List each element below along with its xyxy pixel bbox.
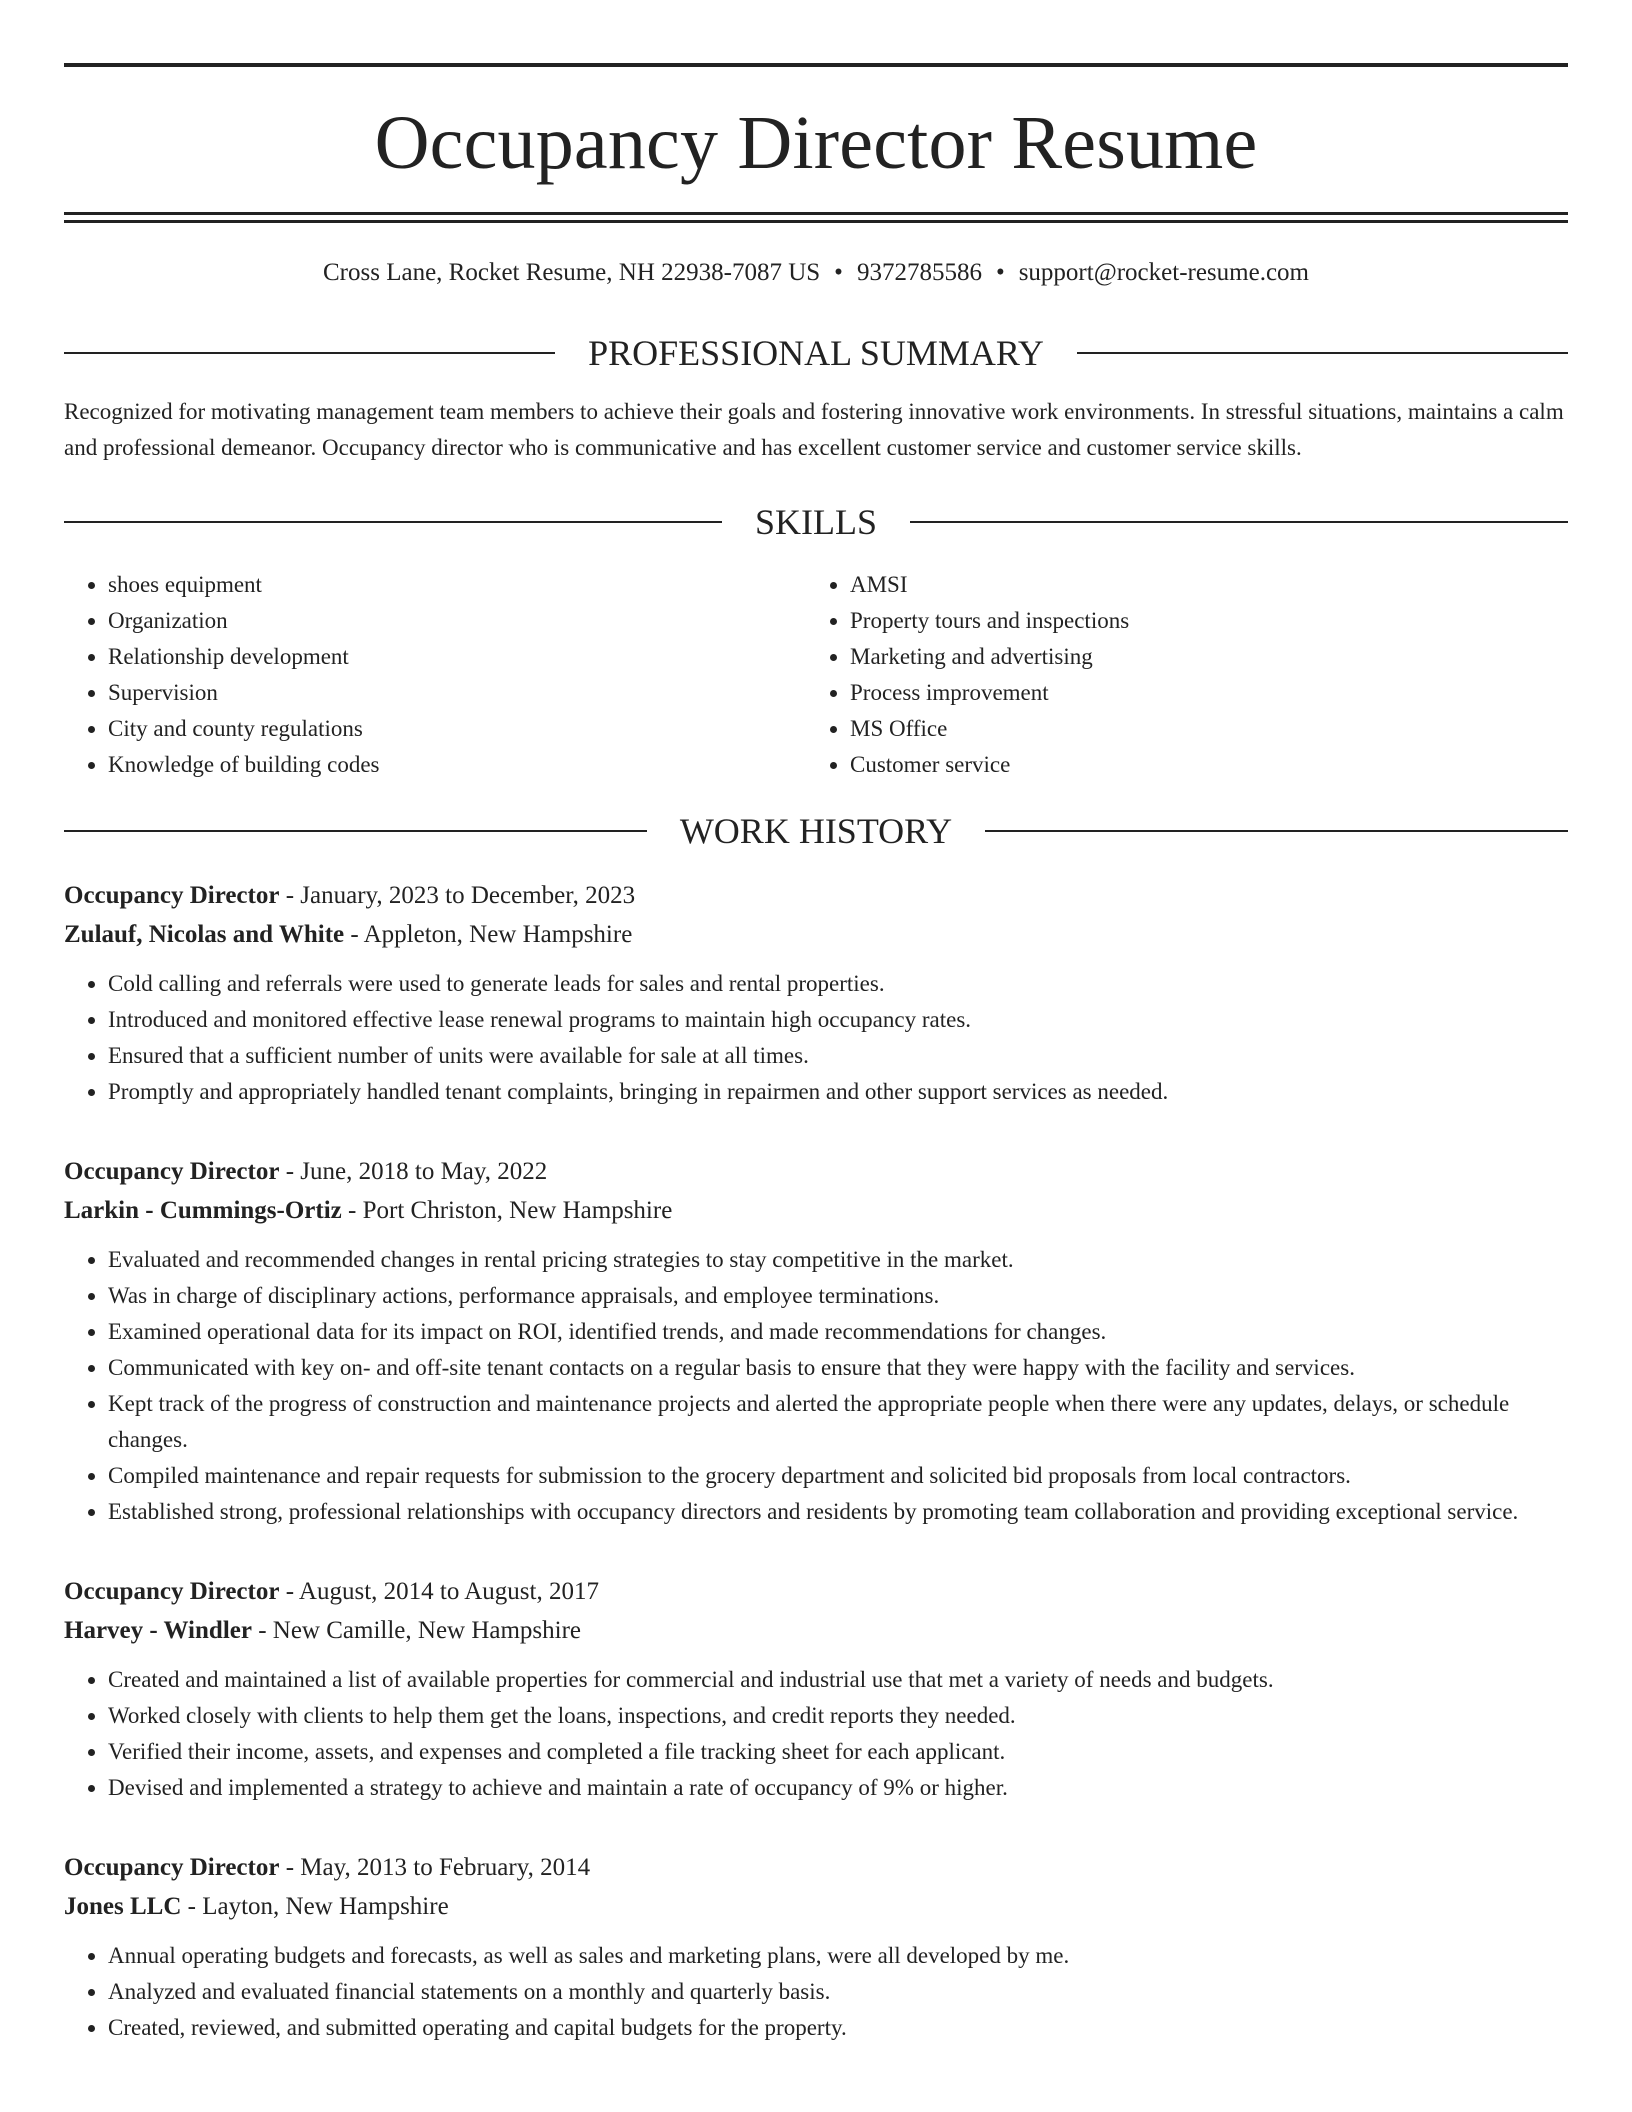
heading-rule-right <box>910 521 1568 523</box>
job-bullet: • Created, reviewed, and submitted operating and capital budgets for the property. <box>108 2010 1568 2046</box>
job-bullet: • Kept track of the progress of construction and maintenance projects and alerted the appropriate people when there were any updates, delays, or schedule changes. <box>108 1386 1568 1458</box>
job-title-line <box>64 1572 1568 1611</box>
skill-item: • Process improvement <box>850 675 1548 711</box>
job-bullet: • Established strong, professional relationships with occupancy directors and residents by promoting team collaboration and providing exceptional service. <box>108 1494 1568 1530</box>
heading-rule-left <box>64 521 722 523</box>
job-entry <box>64 876 1568 1110</box>
summary-text: Recognized for motivating management team members to achieve their goals and fostering innovative work environments. In stressful situations, maintains a calm and professional demeanor. Occupancy director who is communicative and has excellent customer service and customer service skills. <box>64 399 1564 460</box>
job-bullets <box>64 966 1568 1110</box>
summary-heading: PROFESSIONAL SUMMARY <box>588 333 1044 373</box>
job-title-line <box>64 876 1568 915</box>
heading-rule-right <box>985 830 1568 832</box>
job-location: - Appleton, New Hampshire <box>350 921 633 948</box>
job-bullet: • Worked closely with clients to help them get the loans, inspections, and credit reports they needed. <box>108 1698 1568 1734</box>
job-location: - New Camille, New Hampshire <box>258 1617 582 1644</box>
heading-rule-left <box>64 352 555 354</box>
skill-item: • Marketing and advertising <box>850 639 1548 675</box>
job-company: Jones LLC <box>64 1893 182 1920</box>
job-dates: - August, 2014 to August, 2017 <box>285 1578 599 1605</box>
job-title: Occupancy Director <box>64 882 280 909</box>
contact-separator: • <box>995 259 1005 286</box>
job-location: - Port Christon, New Hampshire <box>348 1197 673 1224</box>
work-heading: WORK HISTORY <box>679 811 953 851</box>
skill-item: • Customer service <box>850 747 1548 783</box>
skills-heading: SKILLS <box>755 502 878 542</box>
job-bullet: • Created and maintained a list of available properties for commercial and industrial use that met a variety of needs and budgets. <box>108 1662 1568 1698</box>
job-bullet: • Examined operational data for its impact on ROI, identified trends, and made recommendations for changes. <box>108 1314 1568 1350</box>
job-bullet: • Promptly and appropriately handled tenant complaints, bringing in repairmen and other support services as needed. <box>108 1074 1568 1110</box>
skill-item: • MS Office <box>850 711 1548 747</box>
job-company-line <box>64 1887 1568 1926</box>
skill-item: • Supervision <box>108 675 806 711</box>
job-bullet: • Was in charge of disciplinary actions, performance appraisals, and employee terminations. <box>108 1278 1568 1314</box>
job-company-line <box>64 915 1568 954</box>
job-title: Occupancy Director <box>64 1158 280 1185</box>
job-company-line <box>64 1611 1568 1650</box>
skill-item: • Relationship development <box>108 639 806 675</box>
job-dates: - January, 2023 to December, 2023 <box>285 882 636 909</box>
skill-item: • shoes equipment <box>108 567 806 603</box>
page-title: Occupancy Director Resume <box>374 101 1258 185</box>
contact-phone: 9372785586 <box>856 259 982 286</box>
job-title: Occupancy Director <box>64 1578 280 1605</box>
job-title-line <box>64 1152 1568 1191</box>
job-bullet: • Cold calling and referrals were used to generate leads for sales and rental properties. <box>108 966 1568 1002</box>
skills-columns <box>64 567 1568 783</box>
job-company: Harvey - Windler <box>64 1617 252 1644</box>
skill-item: • Property tours and inspections <box>850 603 1548 639</box>
title-double-rule <box>64 212 1568 223</box>
skill-item: • City and county regulations <box>108 711 806 747</box>
job-bullet: • Communicated with key on- and off-site tenant contacts on a regular basis to ensure that they were happy with the facility and services. <box>108 1350 1568 1386</box>
summary-section-heading <box>64 335 1568 371</box>
contact-email: support@rocket-resume.com <box>1018 259 1309 286</box>
skills-list-right <box>806 567 1548 783</box>
job-bullet: • Compiled maintenance and repair requests for submission to the grocery department and solicited bid proposals from local contractors. <box>108 1458 1568 1494</box>
job-title: Occupancy Director <box>64 1854 280 1881</box>
job-company: Zulauf, Nicolas and White <box>64 921 345 948</box>
contact-separator: • <box>834 259 843 286</box>
job-company-line <box>64 1191 1568 1230</box>
job-entry <box>64 1572 1568 1806</box>
job-location: - Layton, New Hampshire <box>187 1893 449 1920</box>
work-section-heading <box>64 813 1568 849</box>
job-bullet: • Evaluated and recommended changes in rental pricing strategies to stay competitive in the market. <box>108 1242 1568 1278</box>
job-company: Larkin - Cummings-Ortiz <box>64 1197 342 1224</box>
job-bullet: • Ensured that a sufficient number of units were available for sale at all times. <box>108 1038 1568 1074</box>
resume-page <box>64 0 1568 2046</box>
job-bullet: • Introduced and monitored effective lease renewal programs to maintain high occupancy rates. <box>108 1002 1568 1038</box>
job-entry <box>64 1848 1568 2046</box>
heading-rule-left <box>64 830 647 832</box>
job-bullet: • Analyzed and evaluated financial statements on a monthly and quarterly basis. <box>108 1974 1568 2010</box>
job-entry <box>64 1152 1568 1530</box>
skill-item: • Organization <box>108 603 806 639</box>
job-bullets <box>64 1242 1568 1530</box>
job-bullets <box>64 1662 1568 1806</box>
contact-address: Cross Lane, Rocket Resume, NH 22938-7087 US <box>323 259 821 286</box>
heading-rule-right <box>1077 352 1568 354</box>
job-bullet: • Annual operating budgets and forecasts, as well as sales and marketing plans, were all developed by me. <box>108 1938 1568 1974</box>
skills-section-heading <box>64 504 1568 540</box>
job-bullets <box>64 1938 1568 2046</box>
job-title-line <box>64 1848 1568 1887</box>
contact-line <box>64 260 1568 285</box>
skill-item: • Knowledge of building codes <box>108 747 806 783</box>
job-bullet: • Verified their income, assets, and expenses and completed a file tracking sheet for each applicant. <box>108 1734 1568 1770</box>
job-dates: - June, 2018 to May, 2022 <box>285 1158 548 1185</box>
skills-list-left <box>64 567 806 783</box>
job-bullet: • Devised and implemented a strategy to achieve and maintain a rate of occupancy of 9% or higher. <box>108 1770 1568 1806</box>
skill-item: • AMSI <box>850 567 1548 603</box>
job-dates: - May, 2013 to February, 2014 <box>285 1854 591 1881</box>
top-rule <box>64 63 1568 67</box>
